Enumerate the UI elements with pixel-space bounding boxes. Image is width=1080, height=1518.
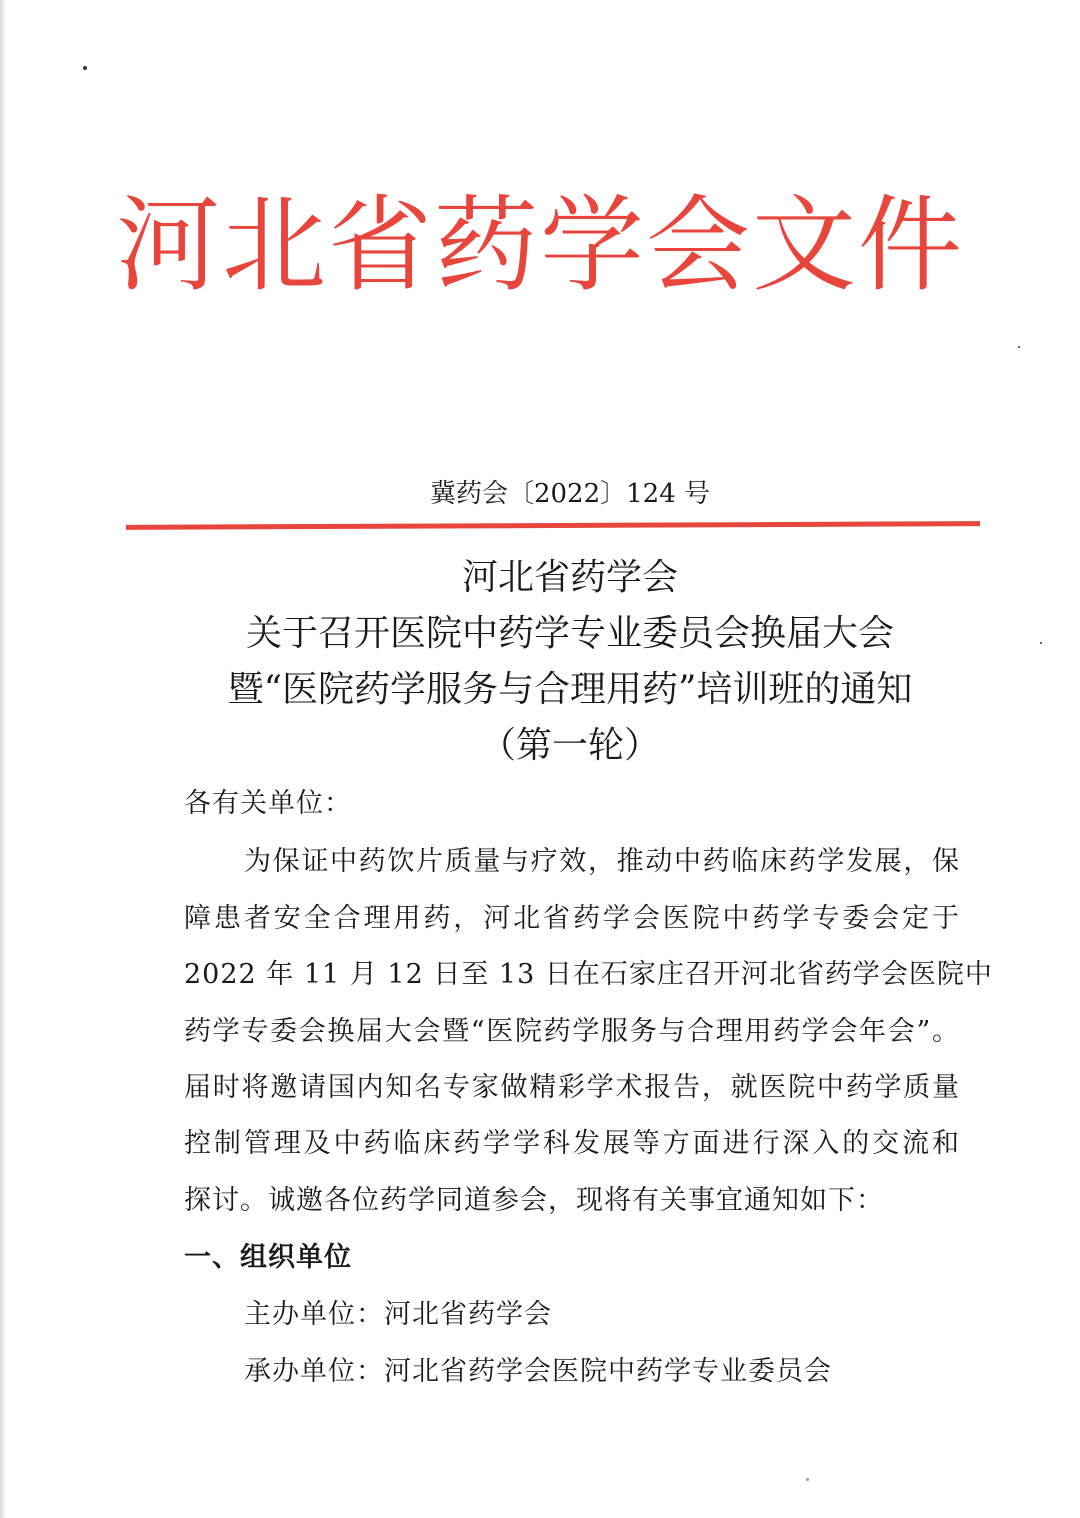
scan-speck	[83, 66, 87, 70]
document-number: 冀药会〔2022〕124 号	[429, 479, 711, 509]
scan-speck	[806, 1478, 809, 1481]
section-heading-organizers: 一、组织单位	[184, 1242, 352, 1273]
paragraph-line: 探讨。诚邀各位药学同道参会，现将有关事宜通知如下：	[184, 1185, 884, 1216]
organizer-line: 主办单位：河北省药学会	[244, 1299, 552, 1330]
red-divider-line	[126, 521, 980, 530]
notice-title-line-3: 暨“医院药学服务与合理用药”培训班的通知	[227, 669, 913, 710]
undertaker-line: 承办单位：河北省药学会医院中药学专业委员会	[244, 1356, 832, 1387]
paragraph-line: 届时将邀请国内知名专家做精彩学术报告，就医院中药学质量	[184, 1072, 960, 1103]
paragraph-line: 控制管理及中药临床药学学科发展等方面进行深入的交流和	[184, 1128, 960, 1159]
notice-title-line-4: （第一轮）	[479, 725, 660, 766]
notice-title-line-1: 河北省药学会	[461, 557, 678, 598]
paragraph-line: 为保证中药饮片质量与疗效，推动中药临床药学发展，保	[244, 846, 960, 877]
scan-speck	[1018, 346, 1020, 348]
salutation: 各有关单位：	[184, 788, 352, 819]
notice-title-line-2: 关于召开医院中药学专业委员会换届大会	[245, 613, 894, 654]
paragraph-line: 2022 年 11 月 12 日至 13 日在石家庄召开河北省药学会医院中	[184, 959, 993, 990]
paragraph-line: 药学专委会换届大会暨“医院药学服务与合理用药学会年会”。	[184, 1016, 960, 1047]
document-header-title: 河北省药学会文件	[115, 184, 964, 306]
paragraph-line: 障患者安全合理用药，河北省药学会医院中药学专委会定于	[184, 903, 960, 934]
